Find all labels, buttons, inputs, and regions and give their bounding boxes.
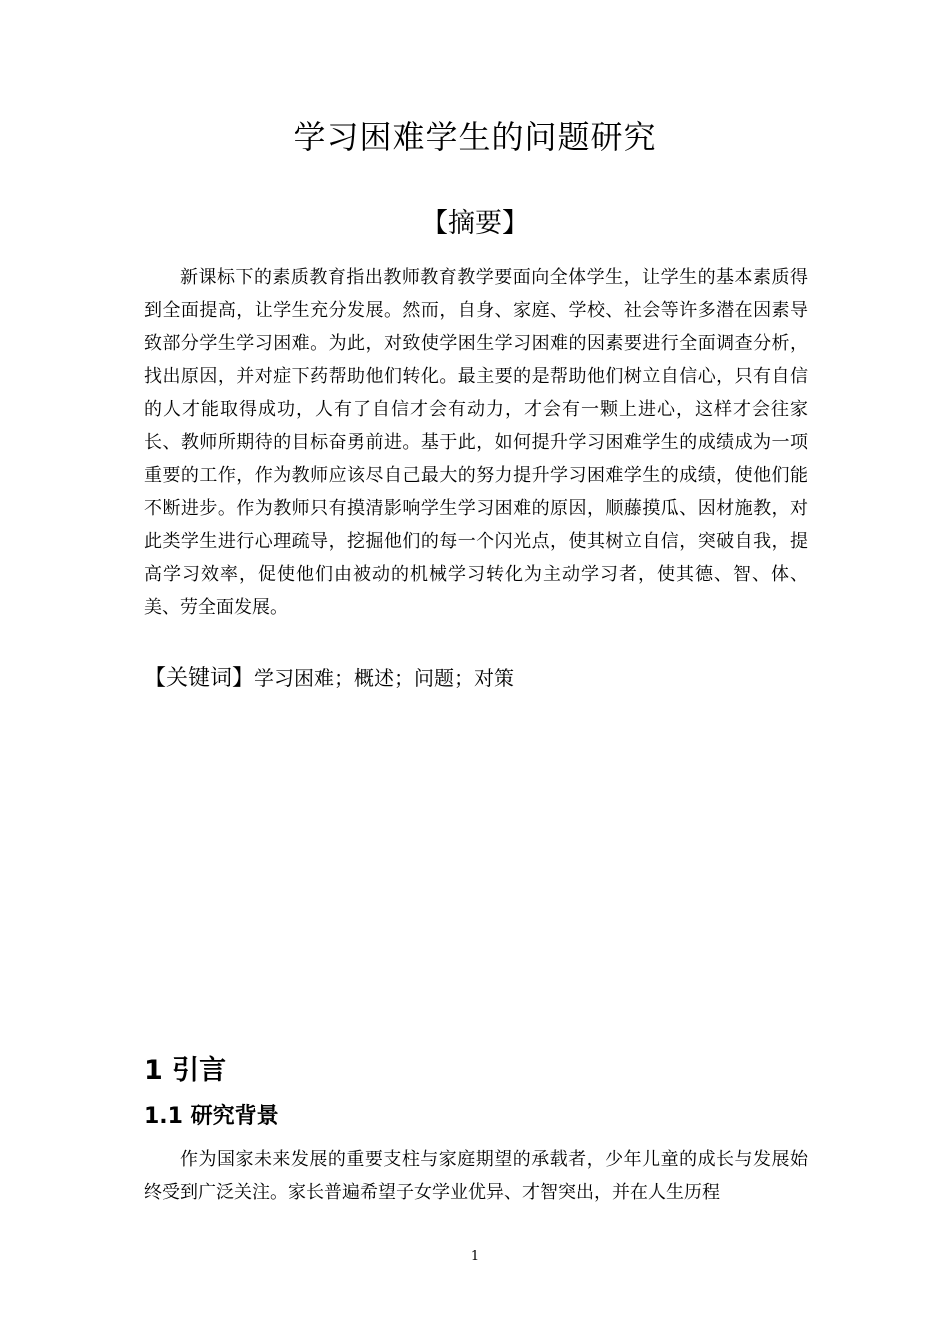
abstract-heading: 【摘要】 [421, 208, 529, 239]
page-number: 1 [470, 1249, 480, 1264]
abstract-body: 新课标下的素质教育指出教师教育教学要面向全体学生，让学生的基本素质得到全面提高，让学生充分发展。然而，自身、家庭、学校、社会等许多潜在因素导致部分学生学习困难。为此，对致使学困生学习困难的因素要进行全面调查分析，找出原因，并对症下药帮助他们转化。最主要的是帮助他们树立自信心，只有自信的人才能取得成功，人有了自信才会有动力，才会有一颗上进心，这样才会往家长、教师所期待的目标奋勇前进。基于此，如何提升学习困难学生的成绩成为一项重要的工作，作为教师应该尽自己最大的努力提升学习困难学生的成绩，使他们能不断进步。作为教师只有摸清影响学生学习困难的原因，顺藤摸瓜、因材施教，对此类学生进行心理疏导，挖掘他们的每一个闪光点，使其树立自信，突破自我，提高学习效率，促使他们由被动的机械学习转化为主动学习者，使其德、智、体、美、劳全面发展。 [144, 267, 808, 618]
keywords-line [144, 660, 808, 697]
section-heading-introduction: 1 引言 [144, 1055, 227, 1086]
keywords-label: 【关键词】 [144, 666, 255, 691]
paper-title: 学习困难学生的问题研究 [293, 118, 657, 156]
subsection-heading-research-background: 1.1 研究背景 [144, 1104, 279, 1129]
keywords-value: 学习困难；概述；问题；对策 [254, 666, 515, 690]
research-background-body: 作为国家未来发展的重要支柱与家庭期望的承载者，少年儿童的成长与发展始终受到广泛关注。家长普遍希望子女学业优异、才智突出，并在人生历程 [144, 1149, 808, 1203]
